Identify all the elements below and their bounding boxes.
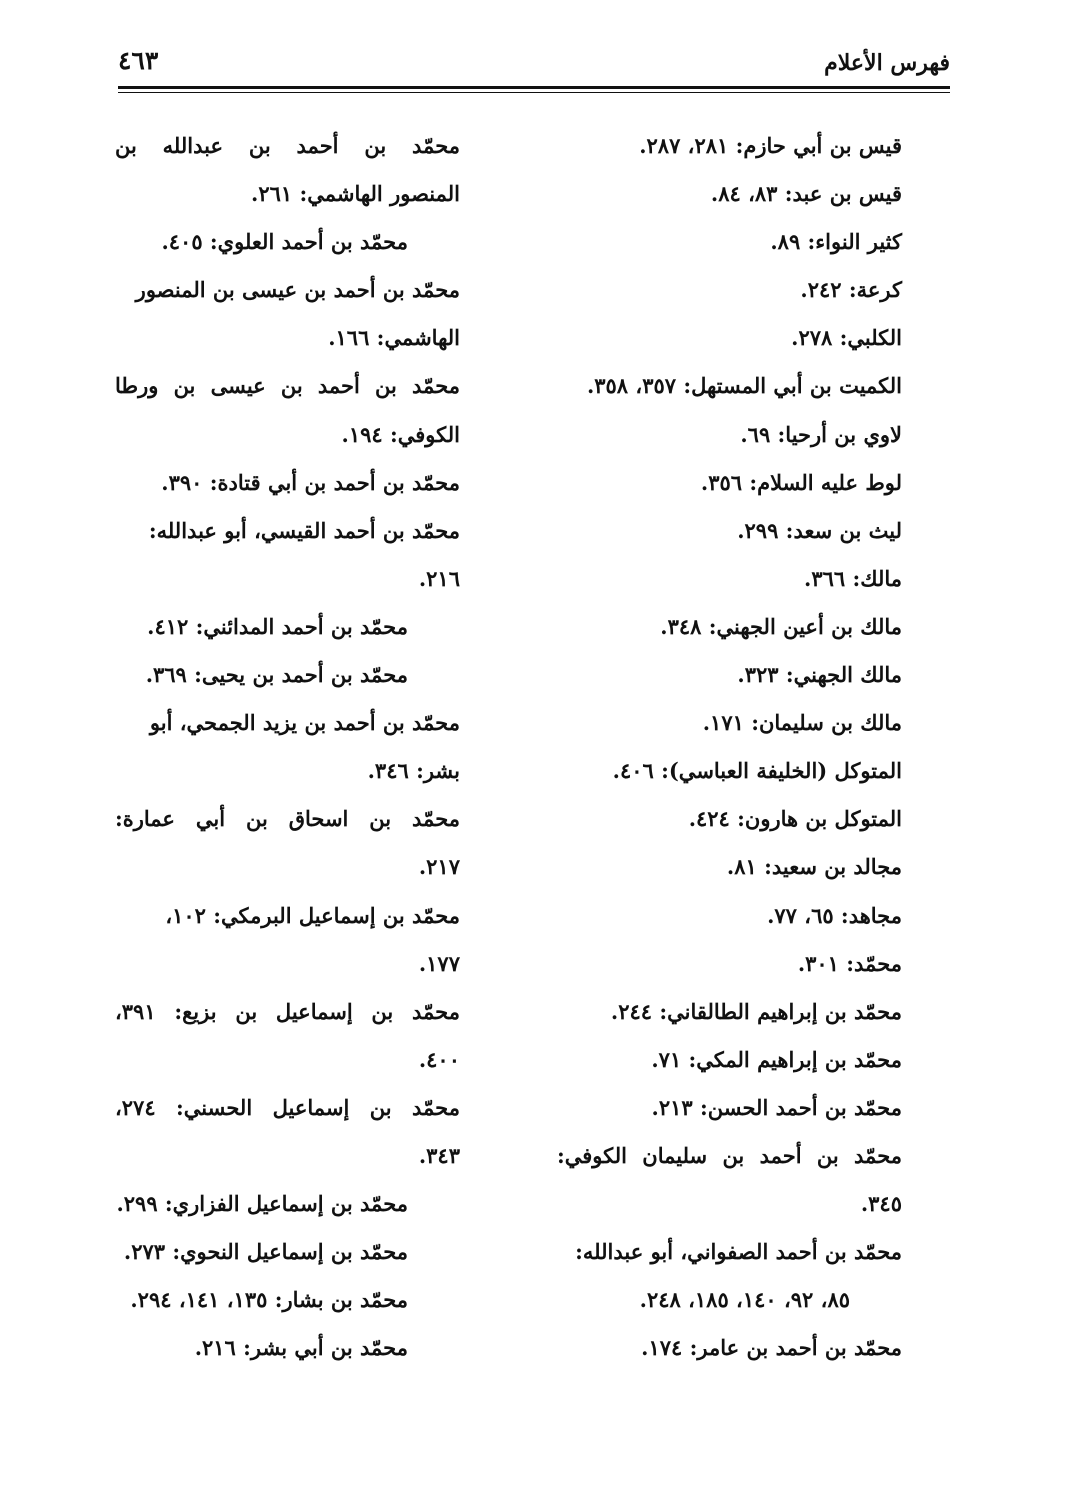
index-column-right bbox=[557, 122, 902, 1372]
index-line-continuation: ٢١٦. bbox=[418, 565, 460, 591]
index-line: محمّد بن أحمد بن عبدالله بن bbox=[115, 133, 460, 158]
index-line: محمّد بن أحمد بن يحيى: ٣٦٩. bbox=[145, 662, 408, 688]
index-line: مالك بن سليمان: ١٧١. bbox=[702, 710, 902, 736]
index-line-continuation: الكوفي: ١٩٤. bbox=[341, 421, 460, 447]
index-line: مالك الجهني: ٣٢٣. bbox=[737, 662, 902, 688]
index-line: محمّد بن أحمد بن عامر: ١٧٤. bbox=[641, 1335, 902, 1361]
index-line: محمّد بن أحمد الصفواني، أبو عبدالله: bbox=[575, 1239, 902, 1265]
index-line: محمّد بن إسماعيل النحوي: ٢٧٣. bbox=[123, 1239, 408, 1265]
index-line: المتوكل بن هارون: ٤٢٤. bbox=[688, 806, 902, 832]
index-line-continuation: الهاشمي: ١٦٦. bbox=[328, 325, 460, 351]
index-line: مجالد بن سعيد: ٨١. bbox=[726, 854, 902, 880]
header-rule-thick bbox=[118, 86, 950, 89]
index-line: محمّد بن إبراهيم المكي: ٧١. bbox=[651, 1046, 902, 1072]
page-header bbox=[118, 44, 950, 80]
index-line: مالك بن أعين الجهني: ٣٤٨. bbox=[660, 613, 902, 639]
running-title: فهرس الأعلام bbox=[824, 50, 950, 76]
index-line: قيس بن عبد: ٨٣، ٨٤. bbox=[710, 181, 902, 207]
index-line: محمّد بن أحمد بن يزيد الجمحي، أبو bbox=[149, 710, 460, 736]
index-line: محمّد بن أحمد القيسي، أبو عبدالله: bbox=[148, 517, 460, 543]
index-line: محمّد بن أبي بشر: ٢١٦. bbox=[194, 1335, 408, 1361]
index-line: محمّد: ٣٠١. bbox=[797, 950, 902, 976]
index-line: محمّد بن أحمد بن عيسى بن ورطا bbox=[115, 373, 460, 399]
index-line: قيس بن أبي حازم: ٢٨١، ٢٨٧. bbox=[639, 133, 902, 158]
index-line: محمّد بن أحمد بن أبي قتادة: ٣٩٠. bbox=[161, 469, 460, 495]
index-line: كثير النواء: ٨٩. bbox=[770, 229, 902, 255]
header-rule-thin bbox=[118, 92, 950, 93]
index-line: محمّد بن بشار: ١٣٥، ١٤١، ٢٩٤. bbox=[130, 1287, 408, 1313]
index-line-continuation: المنصور الهاشمي: ٢٦١. bbox=[251, 181, 460, 207]
index-line-continuation: ٣٤٣. bbox=[418, 1142, 460, 1168]
index-line: محمّد بن إسماعيل بن بزيع: ٣٩١، bbox=[115, 998, 460, 1024]
index-line: محمّد بن إبراهيم الطالقاني: ٢٤٤. bbox=[610, 998, 902, 1024]
index-line: مالك: ٣٦٦. bbox=[804, 565, 902, 591]
index-line-continuation: ٣٤٥. bbox=[860, 1191, 902, 1217]
index-line: المتوكل (الخليفة العباسي): ٤٠٦. bbox=[612, 758, 902, 784]
index-line-continuation: بشر: ٣٤٦. bbox=[367, 758, 460, 784]
index-line: محمّد بن أحمد المدائني: ٤١٢. bbox=[147, 613, 408, 639]
index-line: لاوي بن أرحيا: ٦٩. bbox=[740, 421, 902, 447]
index-line: محمّد بن إسماعيل البرمكي: ١٠٢، bbox=[165, 902, 460, 928]
index-line: محمّد بن أحمد العلوي: ٤٠٥. bbox=[161, 229, 408, 255]
index-line: كرعة: ٢٤٢. bbox=[800, 277, 902, 303]
index-line: لوط عليه السلام: ٣٥٦. bbox=[700, 469, 902, 495]
index-line-continuation: ٢١٧. bbox=[418, 854, 460, 880]
index-line: محمّد بن اسحاق بن أبي عمارة: bbox=[115, 806, 460, 832]
index-line-continuation: ٤٠٠. bbox=[418, 1046, 460, 1072]
page-number: ٤٦٣ bbox=[118, 46, 159, 75]
index-line: محمّد بن أحمد بن عيسى بن المنصور bbox=[135, 277, 460, 303]
index-line: محمّد بن أحمد بن سليمان الكوفي: bbox=[557, 1142, 902, 1168]
index-line: الكميت بن أبي المستهل: ٣٥٧، ٣٥٨. bbox=[586, 373, 902, 399]
index-line: محمّد بن إسماعيل الفزاري: ٢٩٩. bbox=[116, 1191, 408, 1217]
index-line-continuation: ٨٥، ٩٢، ١٤٠، ١٨٥، ٢٤٨. bbox=[639, 1287, 850, 1313]
index-line: ليث بن سعد: ٢٩٩. bbox=[737, 517, 902, 543]
index-line: محمّد بن إسماعيل الحسني: ٢٧٤، bbox=[115, 1094, 460, 1120]
index-line: محمّد بن أحمد الحسن: ٢١٣. bbox=[651, 1094, 902, 1120]
index-line: مجاهد: ٦٥، ٧٧. bbox=[767, 902, 902, 928]
index-line-continuation: ١٧٧. bbox=[418, 950, 460, 976]
index-column-left bbox=[115, 122, 460, 1372]
index-line: الكلبي: ٢٧٨. bbox=[791, 325, 902, 351]
